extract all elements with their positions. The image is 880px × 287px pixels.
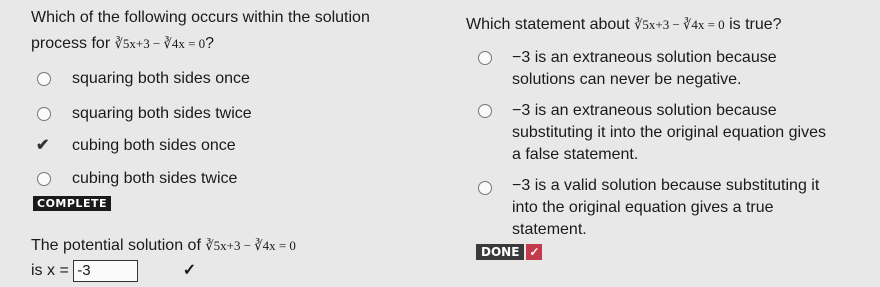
option-label-2[interactable]: squaring both sides twice bbox=[72, 105, 252, 122]
statement-option-2[interactable] bbox=[512, 100, 826, 166]
question-equation: ∛5x+3 − ∛4x = 0 bbox=[114, 36, 206, 51]
statement-question-prefix: Which statement about bbox=[466, 16, 630, 33]
answer-input[interactable]: -3 bbox=[73, 260, 138, 282]
radio-option-4[interactable] bbox=[37, 172, 51, 186]
done-label: DONE bbox=[476, 244, 524, 260]
statement-equation: ∛5x+3 − ∛4x = 0 bbox=[634, 17, 725, 32]
statement-option-2-line1: −3 is an extraneous solution because bbox=[512, 102, 777, 119]
potential-equation: ∛5x+3 − ∛4x = 0 bbox=[205, 238, 296, 253]
statement-question bbox=[466, 12, 782, 38]
statement-question-suffix: is true? bbox=[729, 16, 782, 33]
answer-prefix: is x = bbox=[31, 262, 69, 279]
statement-option-3-line3: statement. bbox=[512, 221, 587, 238]
done-button[interactable] bbox=[476, 244, 542, 260]
statement-option-1-line1: −3 is an extraneous solution because bbox=[512, 49, 777, 66]
statement-option-3-line1: −3 is a valid solution because substituting it bbox=[512, 177, 820, 194]
question-text-line2 bbox=[31, 31, 214, 57]
potential-solution-line2 bbox=[31, 258, 196, 284]
right-question-panel bbox=[440, 0, 880, 287]
answer-check-icon: ✓ bbox=[182, 262, 197, 279]
statement-option-2-line2: substituting it into the original equation gives bbox=[512, 124, 826, 141]
statement-option-1-line2: solutions can never be negative. bbox=[512, 71, 742, 88]
statement-radio-3[interactable] bbox=[478, 181, 492, 195]
statement-radio-1[interactable] bbox=[478, 51, 492, 65]
question-end-mark: ? bbox=[205, 35, 215, 52]
option-label-1[interactable]: squaring both sides once bbox=[72, 70, 250, 87]
radio-option-1[interactable] bbox=[37, 72, 51, 86]
statement-option-3[interactable] bbox=[512, 175, 819, 241]
statement-option-2-line3: a false statement. bbox=[512, 146, 639, 163]
done-check-icon: ✓ bbox=[526, 244, 542, 260]
question-text-line1: Which of the following occurs within the solution bbox=[31, 9, 370, 26]
status-badge: COMPLETE bbox=[33, 196, 111, 211]
option-label-4[interactable]: cubing both sides twice bbox=[72, 170, 238, 187]
option-label-3[interactable]: cubing both sides once bbox=[72, 137, 236, 154]
statement-option-3-line2: into the original equation gives a true bbox=[512, 199, 774, 216]
question-text-prefix: process for bbox=[31, 35, 111, 52]
potential-solution-text: The potential solution of bbox=[31, 237, 201, 254]
statement-radio-2[interactable] bbox=[478, 104, 492, 118]
selected-check-icon[interactable]: ✔ bbox=[36, 137, 50, 154]
radio-option-2[interactable] bbox=[37, 107, 51, 121]
potential-solution-line1 bbox=[31, 233, 296, 259]
statement-option-1[interactable] bbox=[512, 47, 777, 91]
